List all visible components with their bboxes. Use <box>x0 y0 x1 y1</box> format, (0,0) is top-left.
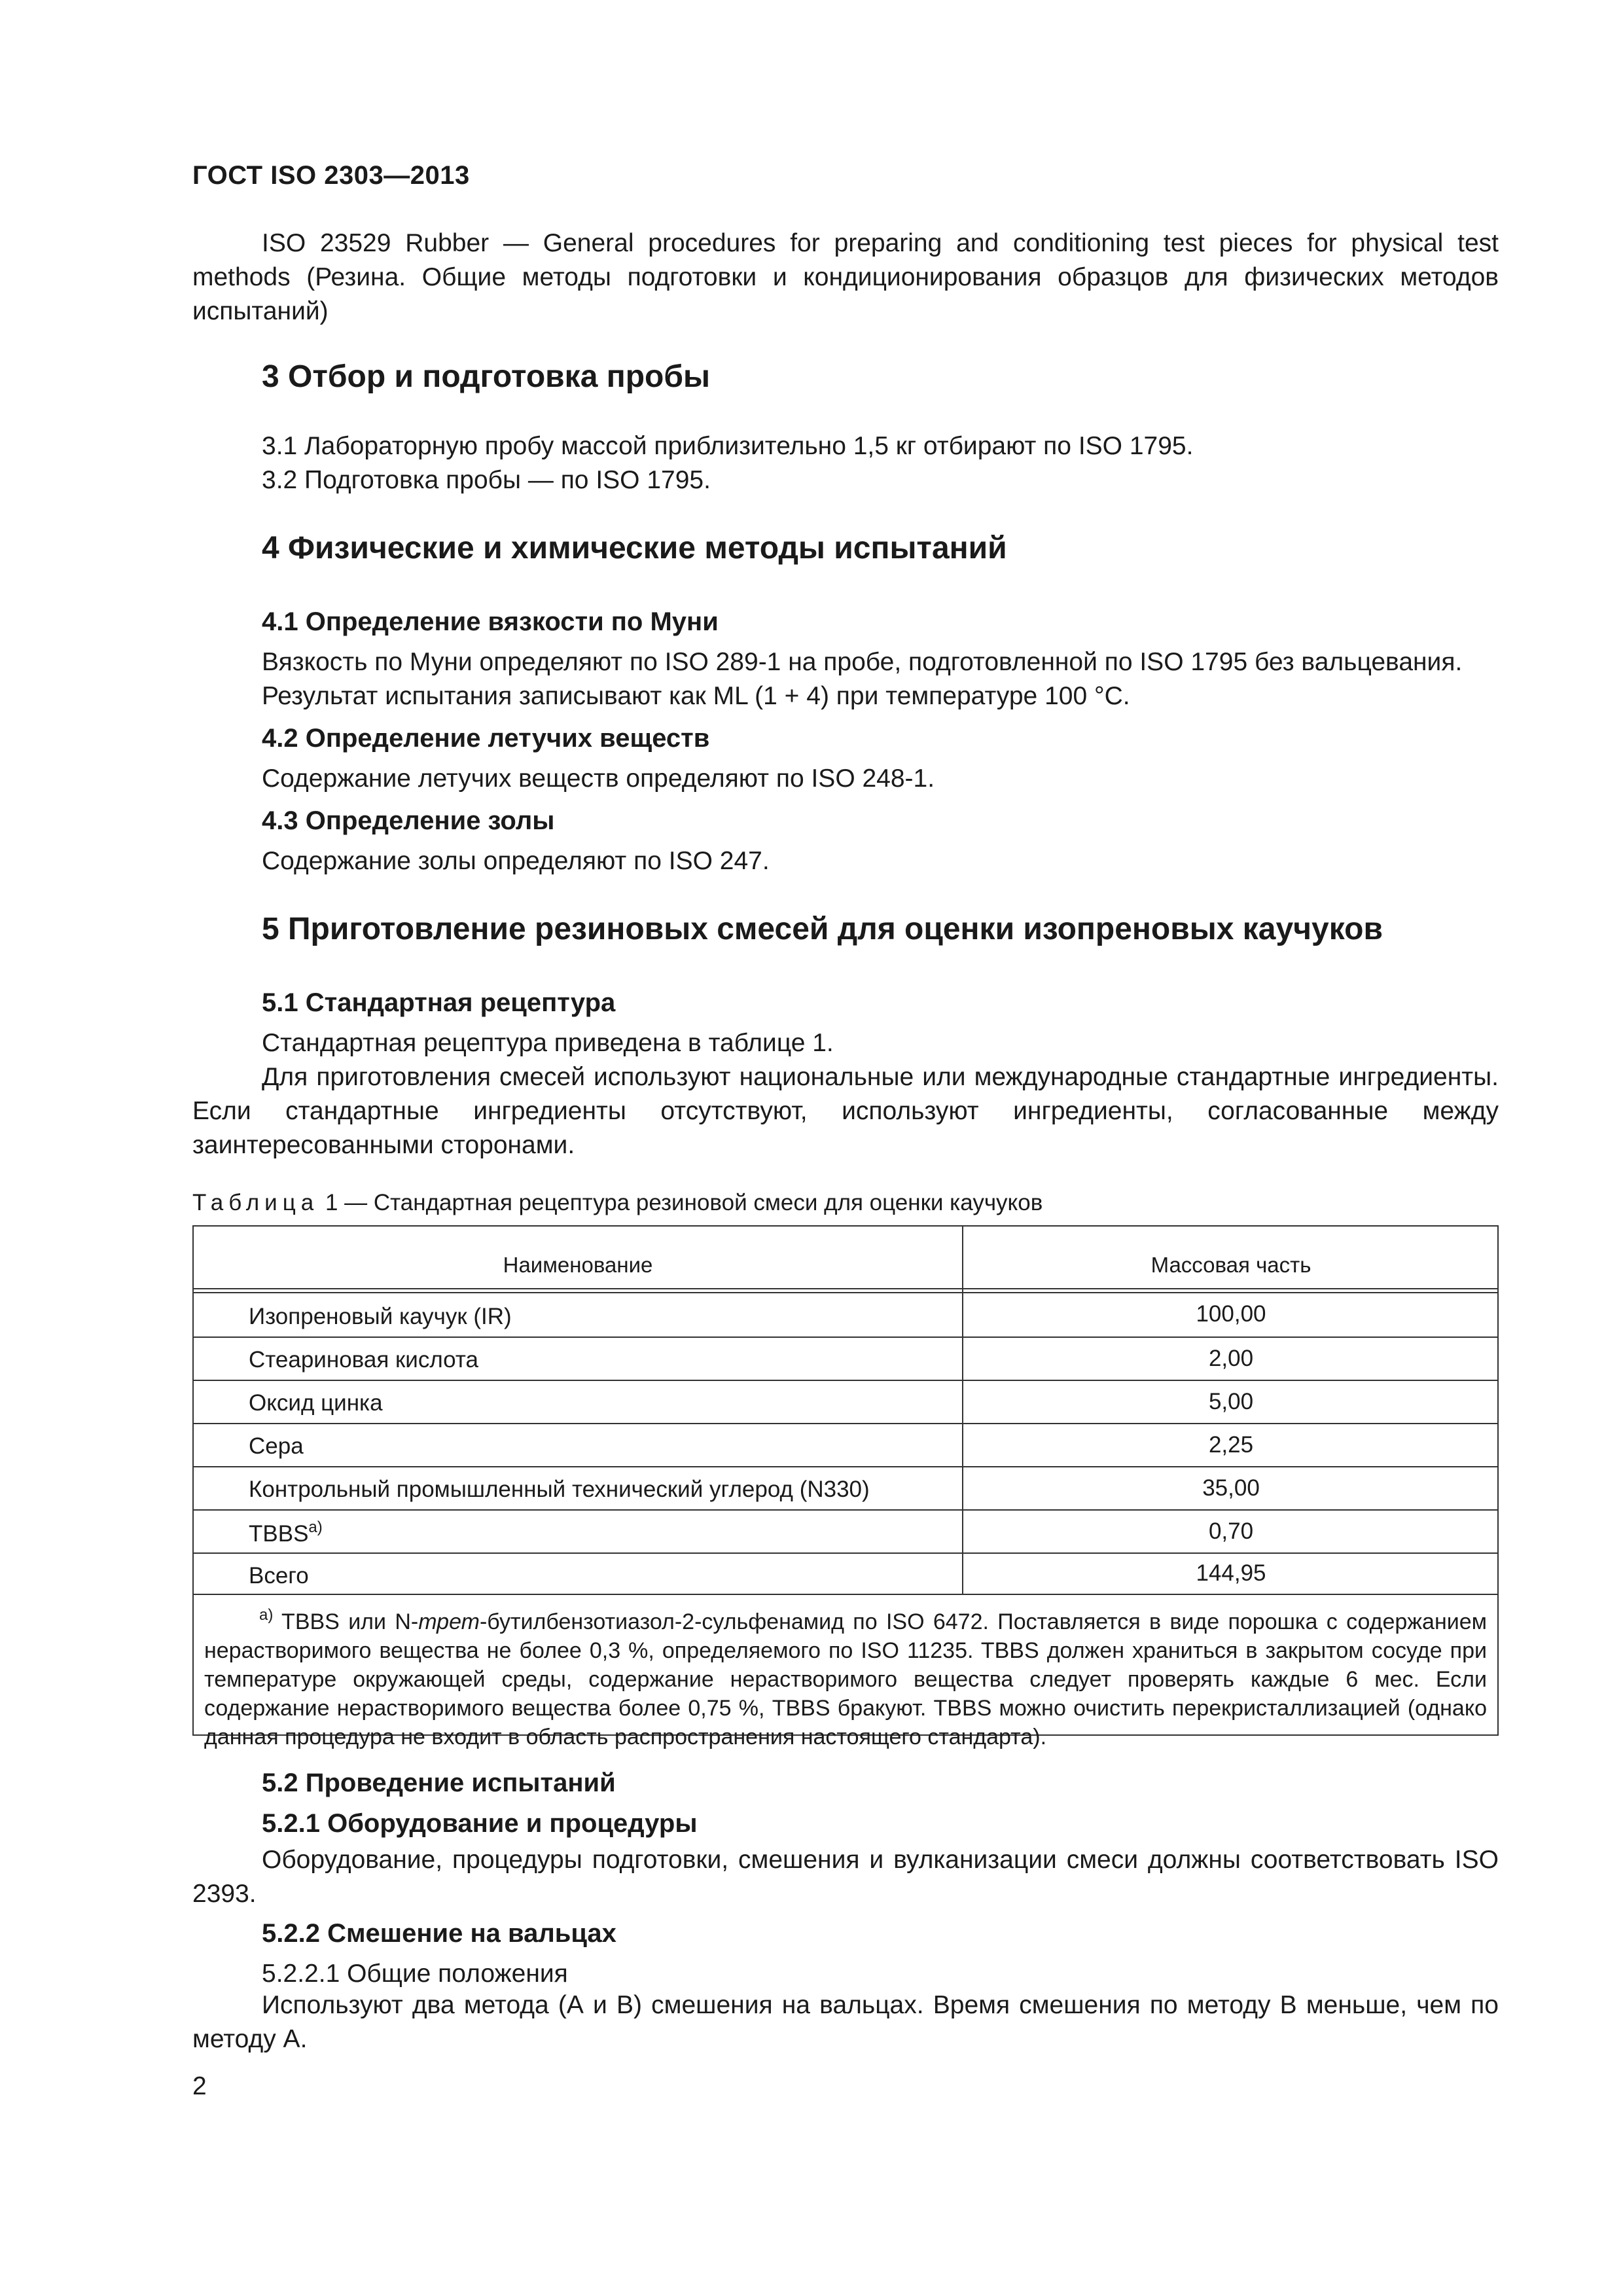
table-1-caption-text: 1 — Стандартная рецептура резиновой смеси для оценки каучуков <box>319 1190 1043 1215</box>
intro-reference: ISO 23529 Rubber — General procedures for preparing and conditioning test pieces for physical test methods (Резина. Общие методы подготовки и кондиционирования образцов для физических методов испытаний) <box>192 229 1499 325</box>
table-1-caption <box>192 1190 1043 1216</box>
table-footnote-divider <box>194 1594 1497 1595</box>
table-header-rule-2 <box>194 1292 1497 1293</box>
table-row-divider <box>194 1423 1497 1424</box>
table-row-divider <box>194 1336 1497 1338</box>
section-4-1-line2: Результат испытания записывают как ML (1 + 4) при температуре 100 °С. <box>262 682 1130 710</box>
page-number: 2 <box>192 2072 207 2100</box>
table-1-caption-label: Таблица <box>192 1190 319 1215</box>
table-header-rule-1 <box>194 1288 1497 1289</box>
table-row-value: 35,00 <box>1202 1475 1260 1501</box>
section-5-2-title: 5.2 Проведение испытаний <box>262 1768 616 1797</box>
footnote-ref: a) <box>308 1518 323 1536</box>
footnote-mark: a) <box>259 1606 274 1624</box>
table-row-value: 100,00 <box>1196 1301 1266 1327</box>
table-row-value: 2,25 <box>1208 1432 1254 1458</box>
section-4-3-text: Содержание золы определяют по ISO 247. <box>262 847 770 875</box>
table-header-name: Наименование <box>503 1253 653 1277</box>
section-5-1-line1: Стандартная рецептура приведена в таблице 1. <box>262 1029 834 1057</box>
section-5-1-paragraph: Для приготовления смесей используют национальные или международные стандартные ингредиенты. Если стандартные ингредиенты отсутствуют, используют ингредиенты, согласованные между заинтересованными сторонами. <box>192 1063 1499 1159</box>
table-row-divider <box>194 1552 1497 1554</box>
table-footnote <box>204 1601 1487 1751</box>
table-row-value: 2,00 <box>1208 1346 1254 1371</box>
section-5-2-1-paragraph: Оборудование, процедуры подготовки, смешения и вулканизации смеси должны соответствовать ISO 2393. <box>192 1846 1499 1908</box>
table-1 <box>192 1225 1499 1749</box>
table-row-divider <box>194 1466 1497 1467</box>
footnote-text-post: -бутилбензотиазол-2-сульфенамид по ISO 6472. Поставляется в виде порошка с содержанием нерастворимого вещества не более 0,3 %, определяемого по ISO 11235. TBBS должен храниться в закрытом сосуде при температуре окружающей среды, содержание нерастворимого вещества следует проверять каждые 6 мес. Если содержание нерастворимого вещества более 0,75 %, TBBS бракуют. TBBS можно очистить перекристаллизацией (однако данная процедура не входит в область распространения настоящего стандарта). <box>204 1609 1487 1749</box>
table-row-value: 0,70 <box>1208 1518 1254 1544</box>
table-row-name-tbbs <box>249 1518 323 1547</box>
table-row-name: Стеариновая кислота <box>249 1347 478 1372</box>
table-row-name-text: TBBS <box>249 1521 309 1547</box>
footnote-text-italic: трет <box>418 1609 480 1634</box>
table-header-mass: Массовая часть <box>1150 1253 1311 1277</box>
section-4-2-title: 4.2 Определение летучих веществ <box>262 724 710 753</box>
section-4-1-line1: Вязкость по Муни определяют по ISO 289-1 на пробе, подготовленной по ISO 1795 без вальцевания. <box>262 648 1463 676</box>
section-5-2-2-1-paragraph: Используют два метода (А и В) смешения на вальцах. Время смешения по методу В меньше, чем по методу А. <box>192 1991 1499 2053</box>
section-4-3-title: 4.3 Определение золы <box>262 806 555 835</box>
table-row-name: Сера <box>249 1433 304 1459</box>
section-5-2-2-1-title: 5.2.2.1 Общие положения <box>262 1960 568 1988</box>
section-3-1-text: 3.1 Лабораторную пробу массой приблизительно 1,5 кг отбирают по ISO 1795. <box>262 432 1194 460</box>
document-header-id: ГОСТ ISO 2303—2013 <box>192 161 470 190</box>
table-row-value-total: 144,95 <box>1196 1560 1266 1586</box>
table-row-divider <box>194 1509 1497 1511</box>
section-5-title: 5 Приготовление резиновых смесей для оценки изопреновых каучуков <box>262 912 1383 946</box>
table-row-divider <box>194 1380 1497 1381</box>
section-5-2-1-title: 5.2.1 Оборудование и процедуры <box>262 1809 698 1838</box>
section-4-2-text: Содержание летучих веществ определяют по ISO 248-1. <box>262 764 935 793</box>
section-5-2-2-title: 5.2.2 Смешение на вальцах <box>262 1919 616 1948</box>
section-5-1-title: 5.1 Стандартная рецептура <box>262 988 616 1017</box>
section-4-1-title: 4.1 Определение вязкости по Муни <box>262 607 719 636</box>
table-row-value: 5,00 <box>1208 1389 1254 1414</box>
footnote-text-pre: TBBS или N- <box>273 1609 419 1634</box>
section-3-2-text: 3.2 Подготовка пробы — по ISO 1795. <box>262 466 711 494</box>
section-3-title: 3 Отбор и подготовка пробы <box>262 359 711 394</box>
table-row-name: Изопреновый каучук (IR) <box>249 1304 512 1329</box>
table-row-name: Контрольный промышленный технический углерод (N330) <box>249 1477 870 1502</box>
table-row-name-total: Всего <box>249 1563 309 1588</box>
table-row-name: Оксид цинка <box>249 1390 383 1416</box>
section-4-title: 4 Физические и химические методы испытаний <box>262 531 1007 565</box>
